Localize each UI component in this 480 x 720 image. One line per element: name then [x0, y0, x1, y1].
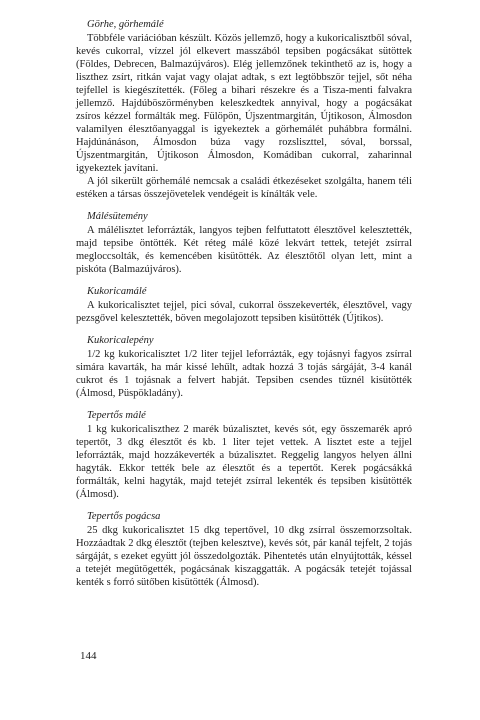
section-heading: Kukoricalepény	[87, 335, 154, 346]
paragraph: 1/2 kg kukoricalisztet 1/2 liter tejjel leforrázták, egy tojásnyi fagyos zsírral simára kavarták, ha már kissé lehűlt, adtak hozzá 3 tojás sárgáját, 3-4 kanál cukrot és 1 tojásnak a felvert habját. Tepsiben csendes tűznél kisütötték (Álmosd, Püspökladány).	[76, 349, 412, 399]
section-tepertos-pogacsa	[76, 510, 412, 589]
paragraph: Többféle variációban készült. Közös jellemző, hogy a kukoricalisztből sóval, kevés cukorral, vízzel jól elkevert masszából tepsiben pogácsákat sütöttek (Földes, Debrecen, Balmazújváros). Elég jellemzőnek tekinthető az is, hogy a liszthez zsírt, ritkán vajat vagy olajat adtak, s ezt legtöbbször tejjel, sőt néha tejfellel is kiegészítették. (Főleg a bihari részekre és a Tisza-menti falvakra jellemző. Hajdúböszörményben keleszkedtek annyival, hogy a pogácsákat zsíros kézzel formálták meg. Fülöpön, Újszentmargitán, Újtikoson, Álmosdon valamilyen élesztőanyaggal is igyekeztek a görhemálét puhábbra formálni. Hajdúnánáson, Álmosdon búza vagy rozsliszttel, sóval, borssal, Újszentmargitán, Újtikoson Álmosdon, Komádiban cukorral, zaharinnal igyekeztek javítani.	[76, 33, 412, 174]
paragraph: A kukoricalisztet tejjel, pici sóval, cukorral összekeverték, élesztővel, vagy pezsgővel kelesztették, böven megolajozott tepsiben kisütötték (Újtikos).	[76, 300, 412, 324]
section-heading: Tepertős málé	[87, 410, 146, 421]
paragraph: A málélisztet leforrázták, langyos tejben felfuttatott élesztővel kelesztették, majd tepsibe öntötték. Két réteg málé közé lekvárt tettek, tetejét zsírral megloccsolták, és kemencében kisütötték. Az élesztőtől olyan lett, mint a piskóta (Balmazújváros).	[76, 225, 412, 275]
section-heading: Görhe, görhemálé	[87, 19, 164, 30]
section-heading: Málésütemény	[87, 211, 148, 222]
section-gorhe	[76, 18, 412, 201]
paragraph: A jól sikerült görhemálé nemcsak a családi étkezéseket szolgálta, hanem téli estéken a társas összejövetelek vendégeit is kínálták vele.	[76, 176, 412, 200]
section-heading: Kukoricamálé	[87, 286, 147, 297]
paragraph: 25 dkg kukoricalisztet 15 dkg tepertővel, 10 dkg zsírral összemorzsoltak. Hozzáadtak 2 dkg élesztőt (tejben kelesztve), kevés sót, pár kanál tejfelt, 2 tojás sárgáját, s ezeket együtt jól összedolgozták. Pihentetés után elnyújtották, késsel a tetejét megütögették, pogácsának kiszaggatták. A pogácsák tetejét tojással kenték s forró sütőben kisütötték (Álmosd).	[76, 525, 412, 588]
page-number: 144	[80, 650, 97, 662]
section-heading: Tepertős pogácsa	[87, 511, 161, 522]
section-kukoricalepeny	[76, 334, 412, 400]
section-kukoricamale	[76, 285, 412, 325]
section-malesutemeny	[76, 210, 412, 276]
section-tepertos-male	[76, 409, 412, 501]
paragraph: 1 kg kukoricaliszthez 2 marék búzalisztet, kevés sót, egy összemarék apró tepertőt, 3 dkg élesztőt és kb. 1 liter tejet vettek. A lisztet este a tejjel leforrázták, majd hozzákeverték a búzalisztet. Reggelig langyos helyen állni hagyták. Ekkor tették bele az élesztőt és a tepertőt. Kerek pogácsákká formálták, kelni hagyták, majd tetejét zsírral lekenték és tepsiben kisütötték (Álmosd).	[76, 424, 412, 500]
